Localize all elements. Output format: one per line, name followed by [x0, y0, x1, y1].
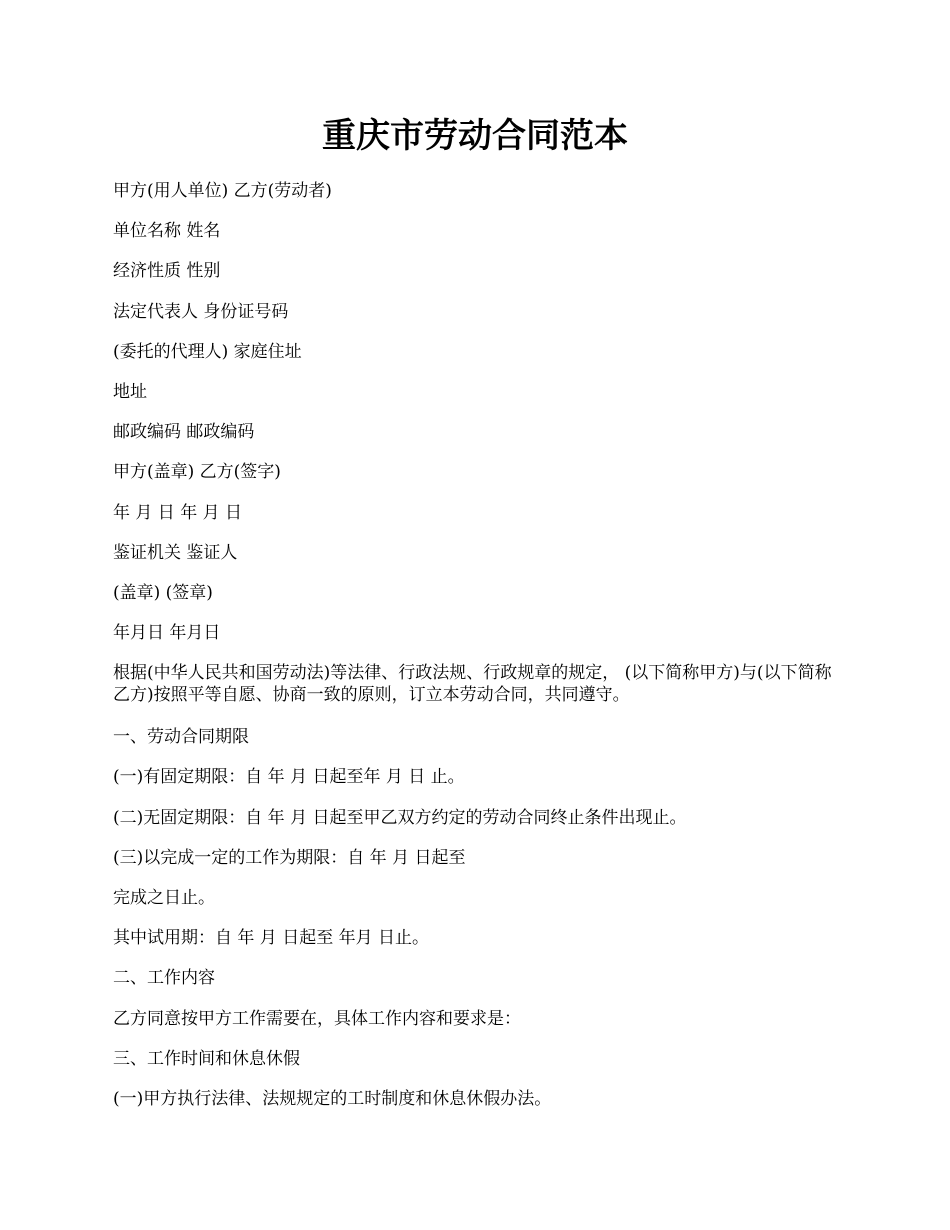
paragraph-address: 地址: [113, 381, 147, 402]
paragraph-probation: 其中试用期：自 年 月 日起至 年月 日止。: [113, 928, 430, 949]
section-heading-work-content: 二、工作内容: [113, 968, 215, 989]
paragraph-postal-code: 邮政编码 邮政编码: [113, 422, 255, 443]
paragraph-authentication: 鉴证机关 鉴证人: [113, 542, 238, 563]
paragraph-task-term: (三)以完成一定的工作为期限：自 年 月 日起至: [113, 847, 466, 868]
document-body: [113, 180, 833, 1128]
paragraph-parties: 甲方(用人单位) 乙方(劳动者): [113, 181, 332, 201]
section-heading-contract-term: 一、劳动合同期限: [113, 727, 249, 748]
paragraph-auth-dates: 年月日 年月日: [113, 623, 221, 644]
paragraph-preamble: 根据(中华人民共和国劳动法)等法律、行政法规、行政规章的规定， (以下简称甲方)与(以下简称乙方)按照平等自愿、协商一致的原则，订立本劳动合同，共同遵守。: [113, 663, 832, 706]
section-heading-working-hours: 三、工作时间和休息休假: [113, 1048, 300, 1069]
document-title: 重庆市劳动合同范本: [322, 116, 628, 156]
paragraph-economic-nature: 经济性质 性别: [113, 261, 221, 282]
paragraph-fixed-term: (一)有固定期限：自 年 月 日起至年 月 日 止。: [113, 767, 465, 788]
paragraph-seals: (盖章) (签章): [113, 582, 213, 603]
paragraph-agent: (委托的代理人) 家庭住址: [113, 341, 302, 362]
paragraph-signatures: 甲方(盖章) 乙方(签字): [113, 462, 281, 483]
paragraph-open-term: (二)无固定期限：自 年 月 日起至甲乙双方约定的劳动合同终止条件出现止。: [113, 807, 687, 828]
paragraph-sign-dates: 年 月 日 年 月 日: [113, 502, 243, 523]
paragraph-legal-representative: 法定代表人 身份证号码: [113, 301, 289, 322]
paragraph-work-requirements: 乙方同意按甲方工作需要在，具体工作内容和要求是：: [113, 1008, 521, 1029]
paragraph-working-hours-rules: (一)甲方执行法律、法规规定的工时制度和休息休假办法。: [113, 1088, 552, 1109]
paragraph-task-completion: 完成之日止。: [113, 888, 215, 908]
paragraph-unit-name: 单位名称 姓名: [113, 221, 221, 242]
